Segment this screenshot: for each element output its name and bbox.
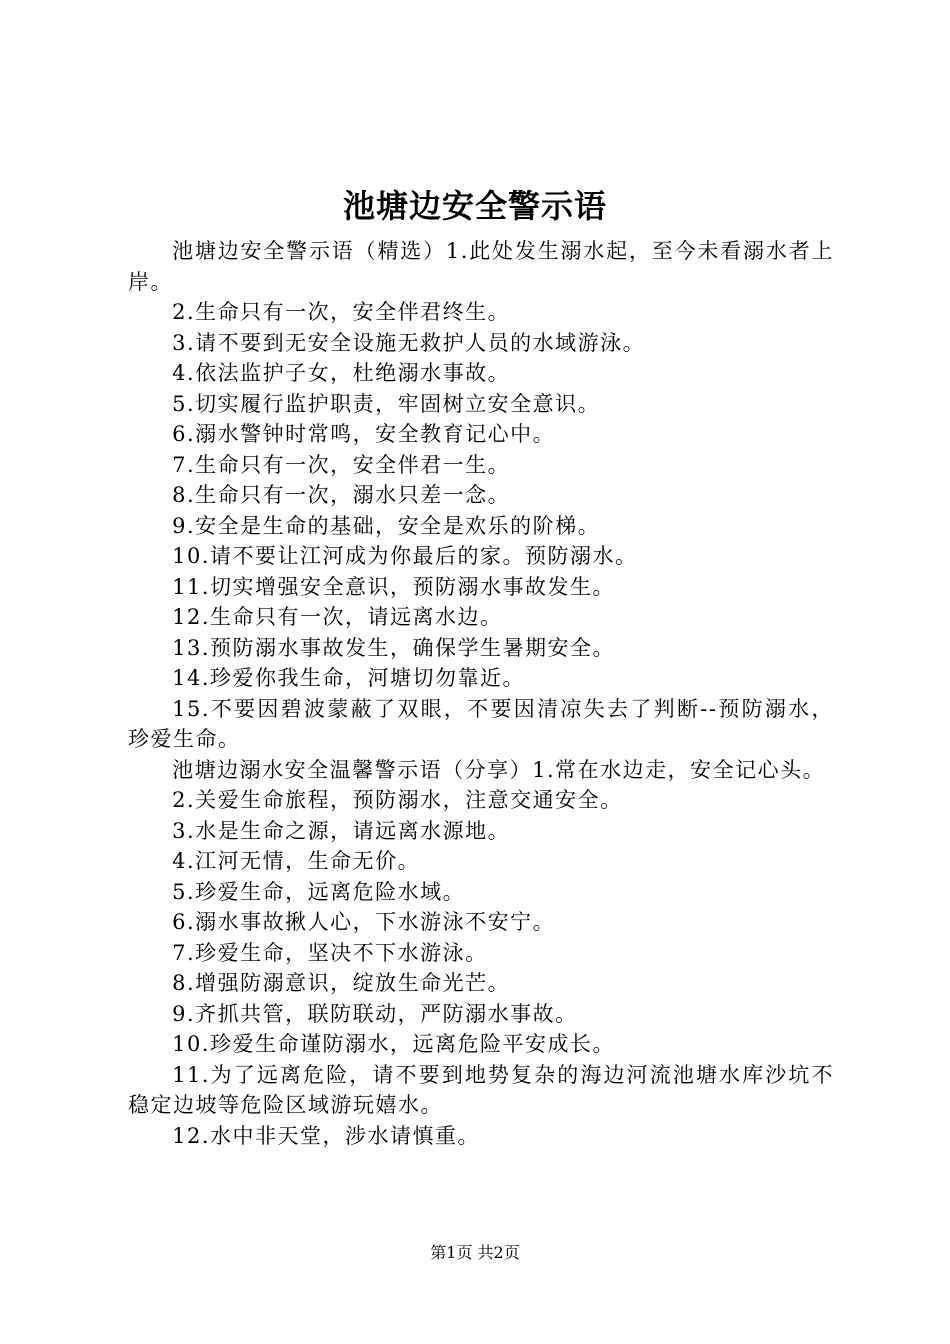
document-body xyxy=(128,236,834,1151)
paragraph: 6.溺水警钟时常鸣，安全教育记心中。 xyxy=(172,422,556,446)
paragraph: 池塘边安全警示语（精选）1.此处发生溺水起，至今未看溺水者上岸。 xyxy=(128,239,834,294)
paragraph: 12.水中非天堂，涉水请慎重。 xyxy=(172,1123,480,1148)
paragraph: 3.水是生命之源，请远离水源地。 xyxy=(172,818,511,843)
paragraph: 12.生命只有一次，请远离水边。 xyxy=(172,605,503,629)
document-title: 池塘边安全警示语 xyxy=(342,187,607,225)
paragraph: 5.珍爱生命，远离危险水域。 xyxy=(172,879,466,904)
paragraph: 10.珍爱生命谨防溺水，远离危险平安成长。 xyxy=(172,1032,615,1056)
paragraph: 9.安全是生命的基础，安全是欢乐的阶梯。 xyxy=(172,513,601,538)
paragraph: 14.珍爱你我生命，河塘切勿靠近。 xyxy=(172,666,525,690)
paragraph: 13.预防溺水事故发生，确保学生暑期安全。 xyxy=(172,635,615,660)
paragraph: 11.切实增强安全意识，预防溺水事故发生。 xyxy=(172,574,615,599)
paragraph: 池塘边溺水安全温馨警示语（分享）1.常在水边走，安全记心头。 xyxy=(172,757,826,782)
paragraph: 7.生命只有一次，安全伴君一生。 xyxy=(172,452,511,477)
paragraph: 9.齐抓共管，联防联动，严防溺水事故。 xyxy=(172,1001,578,1026)
paragraph: 3.请不要到无安全设施无救护人员的水域游泳。 xyxy=(172,330,646,355)
paragraph: 2.关爱生命旅程，预防溺水，注意交通安全。 xyxy=(172,788,623,812)
paragraph: 5.切实履行监护职责，牢固树立安全意识。 xyxy=(172,391,601,416)
paragraph: 11.为了远离危险，请不要到地势复杂的海边河流池塘水库沙坑不稳定边坡等危险区域游玩嬉水。 xyxy=(128,1062,834,1117)
paragraph: 15.不要因碧波蒙蔽了双眼，不要因清凉失去了判断--预防溺水，珍爱生命。 xyxy=(128,696,834,751)
paragraph: 4.依法监护子女，杜绝溺水事故。 xyxy=(172,361,511,385)
paragraph: 8.增强防溺意识，绽放生命光芒。 xyxy=(172,971,511,995)
paragraph: 2.生命只有一次，安全伴君终生。 xyxy=(172,300,511,324)
paragraph: 4.江河无情，生命无价。 xyxy=(172,849,421,873)
paragraph: 6.溺水事故揪人心，下水游泳不安宁。 xyxy=(172,910,556,934)
paragraph: 8.生命只有一次，溺水只差一念。 xyxy=(172,483,511,507)
page-footer: 第1页 共2页 xyxy=(430,1243,520,1262)
paragraph: 7.珍爱生命，坚决不下水游泳。 xyxy=(172,940,488,965)
paragraph: 10.请不要让江河成为你最后的家。预防溺水。 xyxy=(172,544,638,568)
